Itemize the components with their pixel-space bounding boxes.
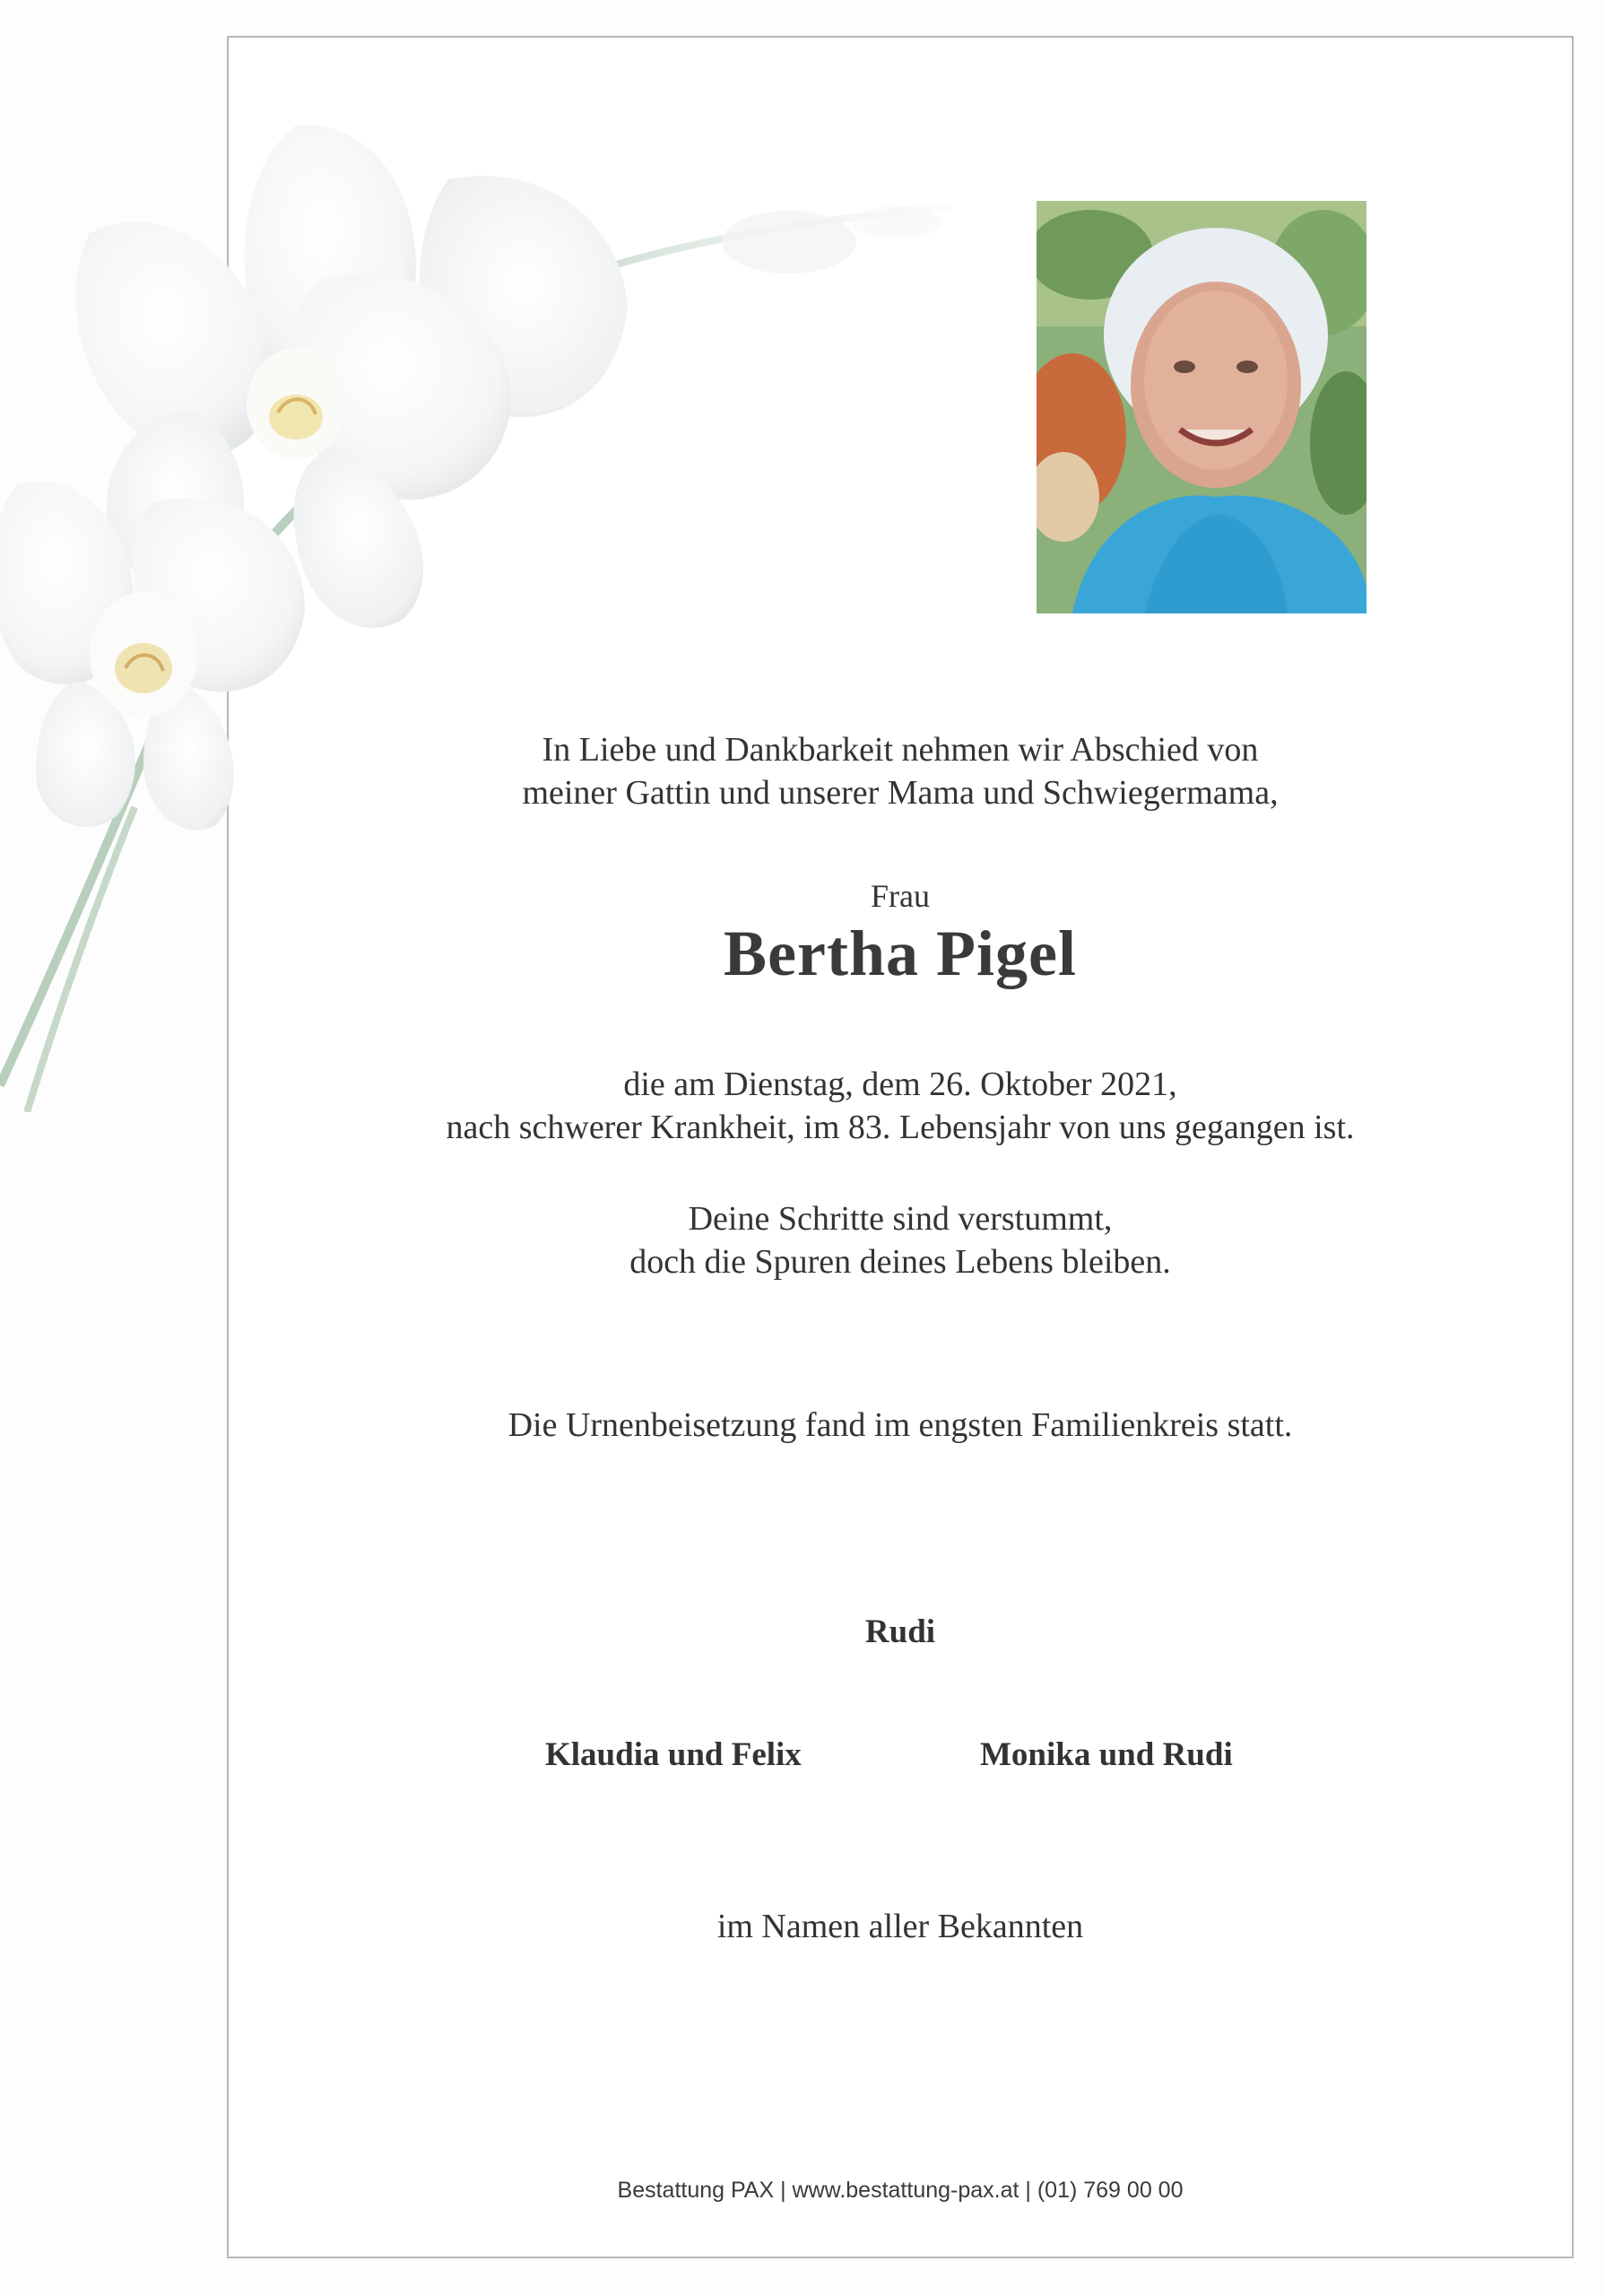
salutation: Frau	[871, 878, 930, 914]
portrait-photo	[1037, 201, 1366, 613]
mourner-right-pair: Monika und Rudi	[980, 1736, 1233, 1773]
deceased-name: Bertha Pigel	[724, 918, 1077, 989]
death-notice	[227, 1063, 1574, 1149]
mourner-left-pair: Klaudia und Felix	[545, 1736, 802, 1773]
death-line-2: nach schwerer Krankheit, im 83. Lebensjahr von uns gegangen ist.	[446, 1109, 1355, 1146]
death-line-1: die am Dienstag, dem 26. Oktober 2021,	[623, 1065, 1177, 1103]
burial-notice: Die Urnenbeisetzung fand im engsten Familienkreis statt.	[508, 1406, 1293, 1444]
quote-line-1: Deine Schritte sind verstummt,	[688, 1200, 1113, 1238]
quote-line-2: doch die Spuren deines Lebens bleiben.	[629, 1243, 1171, 1281]
memorial-quote	[227, 1197, 1574, 1283]
intro-line-1: In Liebe und Dankbarkeit nehmen wir Abschied von	[542, 731, 1259, 769]
intro-line-2: meiner Gattin und unserer Mama und Schwiegermama,	[522, 774, 1279, 812]
intro-text	[227, 728, 1574, 814]
mourners-closing: im Namen aller Bekannten	[716, 1908, 1084, 1945]
funeral-home-footer: Bestattung PAX | www.bestattung-pax.at | (01) 769 00 00	[617, 2178, 1184, 2203]
mourner-primary: Rudi	[864, 1613, 936, 1650]
